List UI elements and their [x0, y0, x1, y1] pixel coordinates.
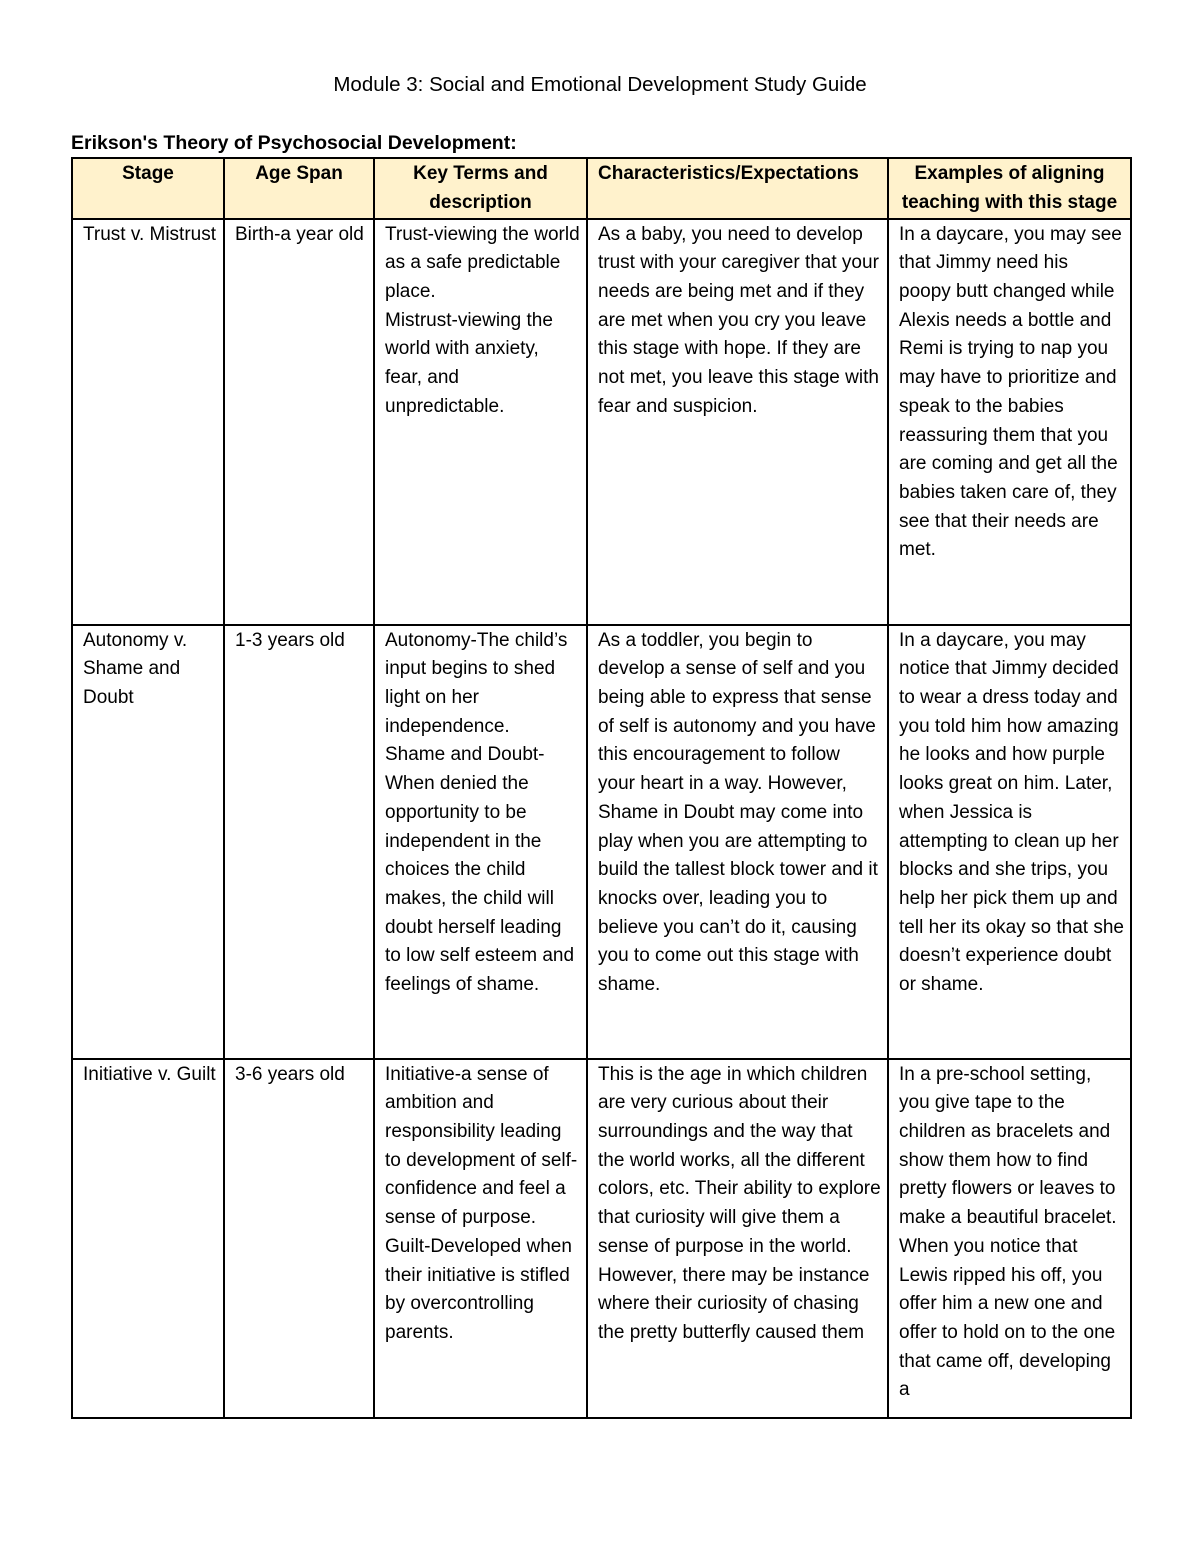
key-term: Trust-viewing the world as a safe predictable place. — [385, 223, 580, 302]
key-terms-cell — [374, 1059, 587, 1418]
section-heading: Erikson's Theory of Psychosocial Development: — [71, 132, 517, 154]
examples-cell — [888, 1059, 1131, 1418]
age-span-text: 3-6 years old — [235, 1063, 345, 1085]
header-key-terms: Key Terms and description — [374, 158, 587, 219]
stage-cell — [72, 1059, 224, 1418]
table-row — [72, 625, 1131, 1059]
header-characteristics: Characteristics/Expectations — [587, 158, 888, 219]
key-term: Mistrust-viewing the world with anxiety, fear, and unpredictable. — [385, 309, 553, 417]
characteristics-cell — [587, 1059, 888, 1418]
examples-cell: In a daycare, you may see that Jimmy need his poopy butt changed while Alexis needs a bottle and Remi is trying to nap you may have to prioritize and speak to the babies reassuring them that you are coming and get all the babies taken care of, they see that their needs are met. — [888, 219, 1131, 625]
key-terms-clip — [385, 1061, 580, 1417]
key-term: Autonomy-The child’s input begins to shed light on her independence. — [385, 629, 568, 737]
table-row — [72, 1059, 1131, 1418]
header-stage: Stage — [72, 158, 224, 219]
table-header-row — [72, 158, 1131, 219]
key-term: Shame and Doubt-When denied the opportunity to be independent in the choices the child makes, the child will doubt herself leading to low self esteem and feelings of shame. — [385, 744, 575, 996]
document-title: Module 3: Social and Emotional Development Study Guide — [333, 73, 867, 96]
key-term: Initiative-a sense of ambition and responsibility leading to development of self-confidence and feel a sense of purpose. — [385, 1063, 578, 1229]
key-terms-cell — [374, 219, 587, 625]
examples-cell: In a daycare, you may notice that Jimmy decided to wear a dress today and you told him how amazing he looks and how purple looks great on him. Later, when Jessica is attempting to clean up her blocks and she trips, you help her pick them up and tell her its okay so that she doesn’t experience doubt or shame. — [888, 625, 1131, 1059]
age-span-cell — [224, 1059, 374, 1418]
stage-text: Initiative v. Guilt — [83, 1063, 216, 1085]
key-terms-cell — [374, 625, 587, 1059]
age-span-cell: Birth-a year old — [224, 219, 374, 625]
stage-cell: Trust v. Mistrust — [72, 219, 224, 625]
age-span-cell: 1-3 years old — [224, 625, 374, 1059]
stage-cell: Autonomy v. Shame and Doubt — [72, 625, 224, 1059]
header-age-span: Age Span — [224, 158, 374, 219]
characteristics-cell: As a baby, you need to develop trust with your caregiver that your needs are being met and if they are met when you cry you leave this stage with hope. If they are not met, you leave this stage with fear and suspicion. — [587, 219, 888, 625]
key-term: Guilt-Developed when their initiative is stifled by overcontrolling parents. — [385, 1235, 572, 1343]
erikson-stages-table — [71, 157, 1132, 1419]
header-examples: Examples of aligning teaching with this stage — [888, 158, 1131, 219]
characteristics-text: This is the age in which children are very curious about their surroundings and the way that the world works, all the different colors, etc. Their ability to explore that curiosity will give them a sense of purpose in the world. However, there may be instance where their curiosity of chasing the pretty butterfly caused them — [598, 1063, 881, 1343]
examples-text: In a pre-school setting, you give tape to the children as bracelets and show them how to find pretty flowers or leaves to make a beautiful bracelet. When you notice that Lewis ripped his off, you offer him a new one and offer to hold on to the one that came off, developing a — [899, 1063, 1117, 1401]
table-row — [72, 219, 1131, 625]
characteristics-cell: As a toddler, you begin to develop a sense of self and you being able to express that sense of self is autonomy and you have this encouragement to follow your heart in a way. However, Shame in Doubt may come into play when you are attempting to build the tallest block tower and it knocks over, leading you to believe you can’t do it, causing you to come out this stage with shame. — [587, 625, 888, 1059]
